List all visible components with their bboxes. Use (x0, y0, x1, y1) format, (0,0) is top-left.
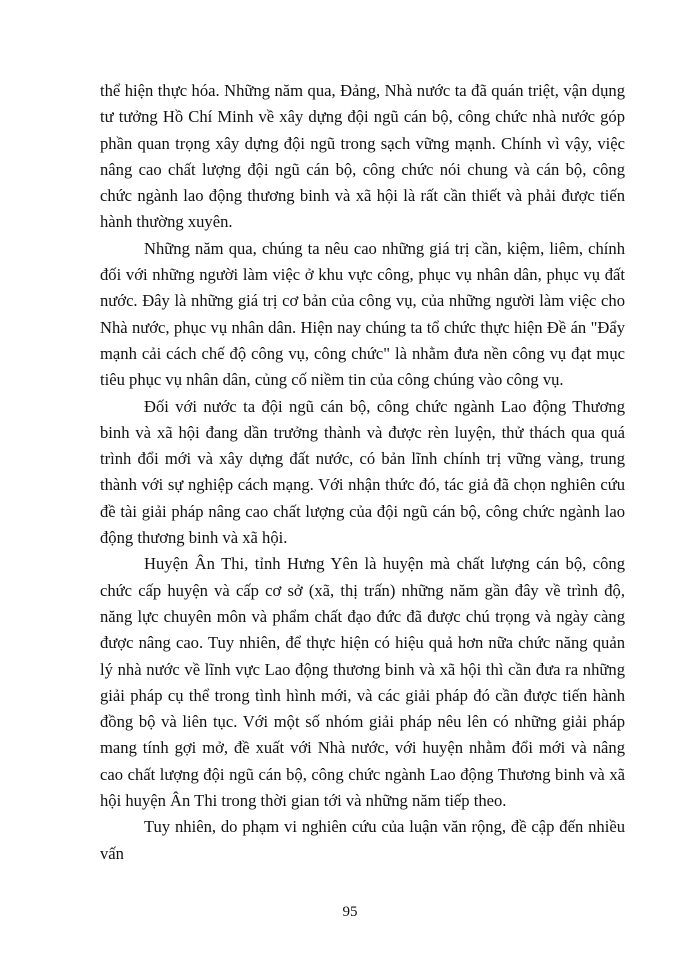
page-number: 95 (342, 904, 358, 920)
paragraph-1: thể hiện thực hóa. Những năm qua, Đảng, Nhà nước ta đã quán triệt, vận dụng tư tưởng Hồ Chí Minh về xây dựng đội ngũ cán bộ, công chức nhà nước góp phần quan trọng xây dựng đội ngũ trong sạch vững mạnh. Chính vì vậy, việc nâng cao chất lượng đội ngũ cán bộ, công chức nói chung và cán bộ, công chức ngành lao động thương binh và xã hội là rất cần thiết và phải được tiến hành thường xuyên. (100, 81, 625, 232)
paragraph-2: Những năm qua, chúng ta nêu cao những giá trị cần, kiệm, liêm, chính đối với những người làm việc ở khu vực công, phục vụ nhân dân, phục vụ đất nước. Đây là những giá trị cơ bản của công vụ, của những người làm việc cho Nhà nước, phục vụ nhân dân. Hiện nay chúng ta tổ chức thực hiện Đề án "Đẩy mạnh cải cách chế độ công vụ, công chức" là nhằm đưa nền công vụ đạt mục tiêu phục vụ nhân dân, củng cố niềm tin của công chúng vào công vụ. (100, 238, 625, 390)
paragraph-5: Tuy nhiên, do phạm vi nghiên cứu của luận văn rộng, đề cập đến nhiều vấn (100, 817, 625, 863)
paragraph-4: Huyện Ân Thi, tỉnh Hưng Yên là huyện mà chất lượng cán bộ, công chức cấp huyện và cấp cơ sở (xã, thị trấn) những năm gần đây về trình độ, năng lực chuyên môn và phẩm chất đạo đức đã được chú trọng và ngày càng được nâng cao. Tuy nhiên, để thực hiện có hiệu quả hơn nữa chức năng quản lý nhà nước về lĩnh vực Lao động thương binh và xã hội thì cần đưa ra những giải pháp cụ thể trong tình hình mới, và các giải pháp đó cần được tiến hành đồng bộ và liên tục. Với một số nhóm giải pháp nêu lên có những giải pháp mang tính gợi mở, đề xuất với Nhà nước, với huyện nhằm đổi mới và nâng cao chất lượng đội ngũ cán bộ, công chức ngành Lao động Thương binh và xã hội huyện Ân Thi trong thời gian tới và những năm tiếp theo. (100, 554, 625, 811)
paragraph-3: Đối với nước ta đội ngũ cán bộ, công chức ngành Lao động Thương binh và xã hội đang dần trưởng thành và được rèn luyện, thử thách qua quá trình đổi mới và xây dựng đất nước, có bản lĩnh chính trị vững vàng, trung thành với sự nghiệp cách mạng. Với nhận thức đó, tác giả đã chọn nghiên cứu đề tài giải pháp nâng cao chất lượng của đội ngũ cán bộ, công chức ngành lao động thương binh và xã hội. (100, 396, 625, 548)
body-text (100, 78, 625, 867)
